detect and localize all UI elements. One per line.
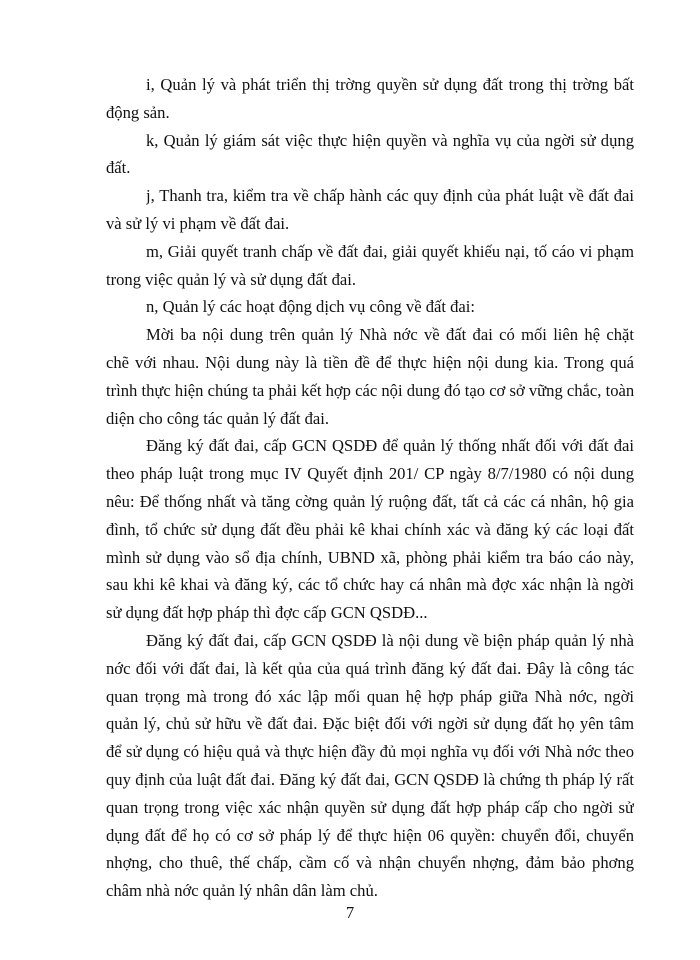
- text-line: đất.: [106, 158, 131, 178]
- text-line: quan trọng trong việc xác nhận quyền sử dụng đất hợp pháp cấp cho ngời sử: [106, 797, 634, 817]
- text-line: mình sử dụng vào sổ địa chính, UBND xã, phòng phải kiểm tra báo cáo này,: [106, 547, 634, 567]
- text-line: đình, tổ chức sử dụng đất đều phải kê khai chính xác và đăng ký các loại đất: [106, 519, 634, 539]
- text-line: diện cho công tác quản lý đất đai.: [106, 408, 330, 428]
- text-line: nớc đối với đất đai, là kết qủa của quá trình đăng ký đất đai. Đây là công tác: [106, 658, 634, 678]
- text-line: động sản.: [106, 102, 170, 122]
- text-line: n, Quản lý các hoạt động dịch vụ công về đất đai:: [146, 297, 476, 317]
- text-line: k, Quản lý giám sát việc thực hiện quyền và nghĩa vụ của ngời sử dụng: [146, 130, 634, 150]
- text-line: nhợng, cho thuê, thế chấp, cầm cố và nhận chuyển nhợng, đảm bảo phơng: [106, 853, 634, 873]
- text-line: theo pháp luật trong mục IV Quyết định 201/ CP ngày 8/7/1980 có nội dung: [106, 464, 634, 484]
- text-line: để sử dụng có hiệu quả và thực hiện đầy đủ mọi nghĩa vụ đối với Nhà nớc theo: [106, 742, 634, 762]
- text-line: Mời ba nội dung trên quản lý Nhà nớc về đất đai có mối liên hệ chặt: [146, 325, 634, 345]
- text-line: Đăng ký đất đai, cấp GCN QSDĐ để quản lý thống nhất đối với đất đai: [146, 436, 634, 456]
- text-line: trình thực hiện chúng ta phải kết hợp các nội dung đó tạo cơ sở vững chắc, toàn: [106, 380, 634, 400]
- text-line: quan trọng mà trong đó xác lập mối quan hệ hợp pháp giữa Nhà nớc, ngời: [106, 686, 634, 706]
- text-line: dụng đất để họ có cơ sở pháp lý để thực hiện 06 quyền: chuyển đổi, chuyển: [106, 825, 634, 845]
- text-line: Đăng ký đất đai, cấp GCN QSDĐ là nội dung về biện pháp quản lý nhà: [146, 631, 634, 650]
- text-line: quy định của luật đất đai. Đăng ký đất đai, GCN QSDĐ là chứng th pháp lý rất: [106, 770, 634, 789]
- text-line: châm nhà nớc quản lý nhân dân làm chủ.: [106, 881, 378, 901]
- text-line: nêu: Để thống nhất và tăng cờng quản lý ruộng đất, tất cả các cá nhân, hộ gia: [106, 492, 634, 511]
- text-line: j, Thanh tra, kiểm tra về chấp hành các quy định của phát luật về đất đai: [146, 186, 634, 206]
- text-line: i, Quản lý và phát triển thị trờng quyền sử dụng đất trong thị trờng bất: [146, 75, 634, 94]
- text-line: và sử lý vi phạm về đất đai.: [106, 214, 290, 233]
- text-line: trong việc quản lý và sử dụng đất đai.: [106, 269, 357, 289]
- text-line: quản lý, chủ sử hữu về đất đai. Đặc biệt đối với ngời sử dụng đất họ yên tâm: [106, 714, 634, 734]
- text-line: sau khi kê khai và đăng ký, các tổ chức hay cá nhân mà đợc xác nhận là ngời: [106, 575, 634, 595]
- text-line: m, Giải quyết tranh chấp về đất đai, giải quyết khiếu nại, tố cáo vi phạm: [146, 241, 634, 261]
- text-line: chẽ với nhau. Nội dung này là tiền đề để thực hiện nội dung kia. Trong quá: [106, 353, 634, 372]
- page-number: 7: [345, 903, 355, 922]
- text-line: sử dụng đất hợp pháp thì đợc cấp GCN QSDĐ...: [106, 603, 428, 623]
